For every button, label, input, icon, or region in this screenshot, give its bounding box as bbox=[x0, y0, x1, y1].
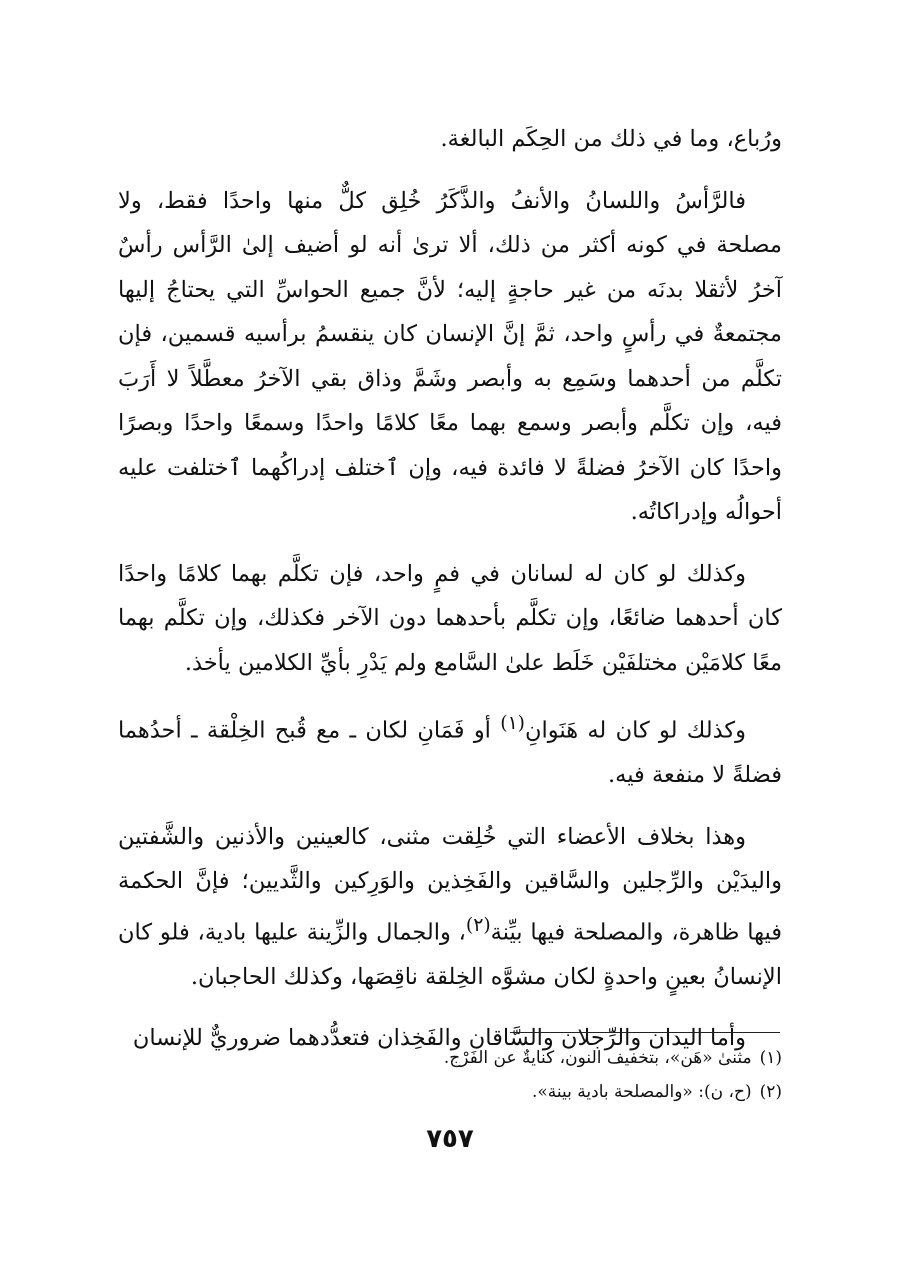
main-text bbox=[118, 117, 782, 1061]
paragraph-text-start: وهذا بخلاف الأعضاء التي خُلِقت مثنى، كالعينين والأذنين والشَّفتين واليدَيْن والرِّجلين والسَّاقين والفَخِذين والوَرِكين والثَّديين؛ فإنَّ الحكمة فيها ظاهرة، والمصلحة فيها بيِّنة bbox=[118, 823, 782, 945]
footnote-number: (٢) bbox=[759, 1082, 782, 1102]
paragraph-text-end: أو فَمَانِ لكان ـ مع قُبح الخِلْقة ـ أحدُهما فضلةً لا منفعة فيه. bbox=[118, 717, 782, 788]
footnote-number: (١) bbox=[759, 1048, 782, 1068]
paragraph-continuation: ورُباع، وما في ذلك من الحِكَم البالغة. bbox=[440, 126, 782, 152]
paragraph-head-tongue-nose: فالرَّأسُ واللسانُ والأنفُ والذَّكَرُ خُلِق كلٌّ منها واحدًا فقط، ولا مصلحة في كونه أكثر من ذلك، ألا ترىٰ أنه لو أضيف إلىٰ الرَّأس رأسٌ آخرُ لأثقلا بدنَه من غير حاجةٍ إليه؛ لأنَّ جميع الحواسِّ التي يحتاجُ إليها مجتمعةٌ في رأسٍ واحد، ثمَّ إنَّ الإنسان كان ينقسمُ برأسيه قسمين، فإن تكلَّم من أحدهما وسَمِع به وأبصر وشَمَّ وذاق بقي الآخرُ معطَّلاً لا أَرَبَ فيه، وإن تكلَّم وأبصر وسمع بهما معًا كلامًا واحدًا وسمعًا واحدًا وبصرًا واحدًا كان الآخرُ فضلةً لا فائدة فيه، وإن ٱختلف إدراكُهما ٱختلفت عليه أحوالُه وإدراكاتُه. bbox=[118, 187, 782, 525]
footnote-text: (ح، ن): «والمصلحة بادية بينة». bbox=[531, 1082, 752, 1102]
footnote-text: مثنىٰ «هَن»، بتخفيف النون، كنايةٌ عن الفَرْج. bbox=[443, 1048, 752, 1068]
paragraph-text-end: ، والجمال والزِّينة عليها بادية، فلو كان الإنسانُ بعينٍ واحدةٍ لكان مشوَّه الخِلقة ناقِصَها، وكذلك الحاجبان. bbox=[118, 919, 782, 990]
footnote-separator bbox=[510, 1032, 780, 1033]
paragraph-paired-organs bbox=[118, 815, 782, 1000]
paragraph-text-start: وكذلك لو كان له هَنَوانِ bbox=[525, 717, 747, 744]
footnote-ref-2[interactable]: (٢) bbox=[465, 914, 491, 936]
paragraph-two-tongues: وكذلك لو كان له لسانان في فمٍ واحد، فإن تكلَّم بهما كلامًا واحدًا كان أحدهما ضائعًا، وإن تكلَّم بأحدهما دون الآخر فكذلك، وإن تكلَّم بهما معًا كلامَيْن مختلفَيْن خَلَط علىٰ السَّامع ولم يَدْرِ بأيِّ الكلامين يأخذ. bbox=[118, 560, 782, 676]
paragraph-hands-legs: وأما اليدان والرِّجلان والسَّاقان والفَخِذان فتعدُّدهما ضروريٌّ للإنسان bbox=[132, 1025, 746, 1051]
footnotes bbox=[118, 1041, 782, 1109]
page-number: ٧٥٧ bbox=[426, 1124, 474, 1154]
paragraph-two-mouths bbox=[118, 702, 782, 798]
footnote-ref-1[interactable]: (١) bbox=[500, 713, 525, 734]
footnote-2 bbox=[118, 1075, 782, 1109]
footnote-1 bbox=[118, 1041, 782, 1075]
